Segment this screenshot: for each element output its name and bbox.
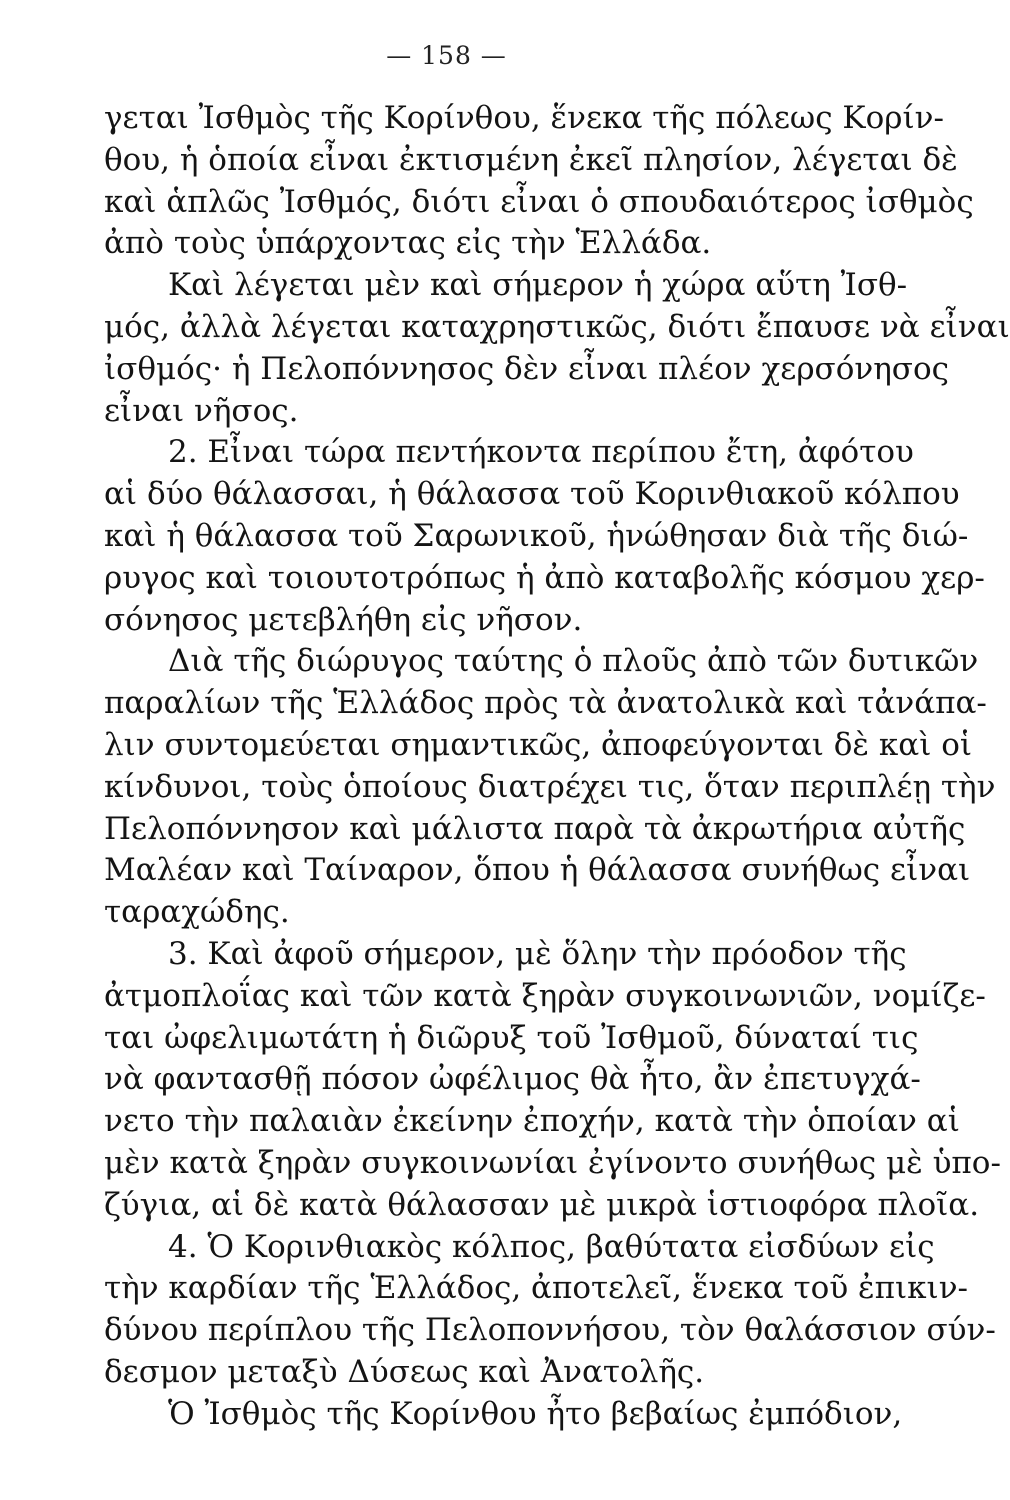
text-line: ται ὠφελιμωτάτη ἡ διῶρυξ τοῦ Ἰσθμοῦ, δύναταί τις: [104, 1019, 919, 1056]
text-line: ἰσθμός· ἡ Πελοπόννησος δὲν εἶναι πλέον χερσόνησος: [104, 350, 949, 387]
text-line: 3. Καὶ ἀφοῦ σήμερον, μὲ ὅλην τὴν πρόοδον τῆς: [168, 936, 907, 972]
text-line: νετο τὴν παλαιὰν ἐκείνην ἐποχήν, κατὰ τὴν ὁποίαν αἱ: [104, 1103, 960, 1140]
text-line: Καὶ λέγεται μὲν καὶ σήμερον ἡ χώρα αὕτη Ἰσθ-: [168, 267, 908, 304]
page-number: — 158 —: [386, 41, 507, 70]
text-line: καὶ ἡ θάλασσα τοῦ Σαρωνικοῦ, ἡνώθησαν διὰ τῆς διώ-: [104, 518, 969, 554]
text-line: καὶ ἁπλῶς Ἰσθμός, διότι εἶναι ὁ σπουδαιότερος ἰσθμὸς: [104, 183, 974, 220]
text-line: ταραχώδης.: [104, 894, 290, 931]
text-line: λιν συντομεύεται σημαντικῶς, ἀποφεύγονται δὲ καὶ οἱ: [104, 727, 973, 763]
text-line: ἀπὸ τοὺς ὑπάρχοντας εἰς τὴν Ἑλλάδα.: [104, 225, 712, 262]
text-line: θου, ἡ ὁποία εἶναι ἐκτισμένη ἐκεῖ πλησίον, λέγεται δὲ: [104, 141, 958, 178]
text-line: τὴν καρδίαν τῆς Ἑλλάδος, ἀποτελεῖ, ἕνεκα τοῦ ἐπικιν-: [104, 1270, 969, 1307]
text-line: γεται Ἰσθμὸς τῆς Κορίνθου, ἕνεκα τῆς πόλεως Κορίν-: [104, 100, 944, 136]
text-line: κίνδυνοι, τοὺς ὁποίους διατρέχει τις, ὅταν περιπλέῃ τὴν: [104, 768, 996, 805]
text-line: μὲν κατὰ ξηρὰν συγκοινωνίαι ἐγίνοντο συνήθως μὲ ὑπο-: [104, 1145, 1001, 1181]
text-line: ρυγος καὶ τοιουτοτρόπως ἡ ἀπὸ καταβολῆς κόσμου χερ-: [104, 559, 985, 596]
text-line: 4. Ὁ Κορινθιακὸς κόλπος, βαθύτατα εἰσδύων εἰς: [168, 1228, 935, 1265]
text-line: σόνησος μετεβλήθη εἰς νῆσον.: [104, 601, 583, 638]
text-line: νὰ φαντασθῇ πόσον ὠφέλιμος θὰ ἦτο, ἂν ἐπετυγχά-: [104, 1061, 921, 1098]
text-line: μός, ἀλλὰ λέγεται καταχρηστικῶς, διότι ἔπαυσε νὰ εἶναι: [104, 309, 1010, 345]
text-line: δεσμον μεταξὺ Δύσεως καὶ Ἀνατολῆς.: [104, 1354, 705, 1390]
text-line: Μαλέαν καὶ Ταίναρον, ὅπου ἡ θάλασσα συνήθως εἶναι: [104, 852, 971, 889]
text-line: 2. Εἶναι τώρα πεντήκοντα περίπου ἔτη, ἀφότου: [168, 434, 914, 471]
text-line: Ὁ Ἰσθμὸς τῆς Κορίνθου ἦτο βεβαίως ἐμπόδιον,: [168, 1395, 903, 1432]
text-line: ζύγια, αἱ δὲ κατὰ θάλασσαν μὲ μικρὰ ἱστιοφόρα πλοῖα.: [104, 1186, 980, 1223]
text-line: Πελοπόννησον καὶ μάλιστα παρὰ τὰ ἀκρωτήρια αὐτῆς: [104, 810, 966, 847]
text-line: εἶναι νῆσος.: [104, 392, 299, 429]
text-line: παραλίων τῆς Ἑλλάδος πρὸς τὰ ἀνατολικὰ καὶ τἀνάπα-: [104, 685, 987, 722]
text-line: Διὰ τῆς διώρυγος ταύτης ὁ πλοῦς ἀπὸ τῶν δυτικῶν: [168, 643, 979, 680]
text-line: αἱ δύο θάλασσαι, ἡ θάλασσα τοῦ Κορινθιακοῦ κόλπου: [104, 476, 960, 513]
text-line: ἀτμοπλοΐας καὶ τῶν κατὰ ξηρὰν συγκοινωνιῶν, νομίζε-: [104, 977, 986, 1014]
text-line: δύνου περίπλου τῆς Πελοποννήσου, τὸν θαλάσσιον σύν-: [104, 1312, 996, 1349]
